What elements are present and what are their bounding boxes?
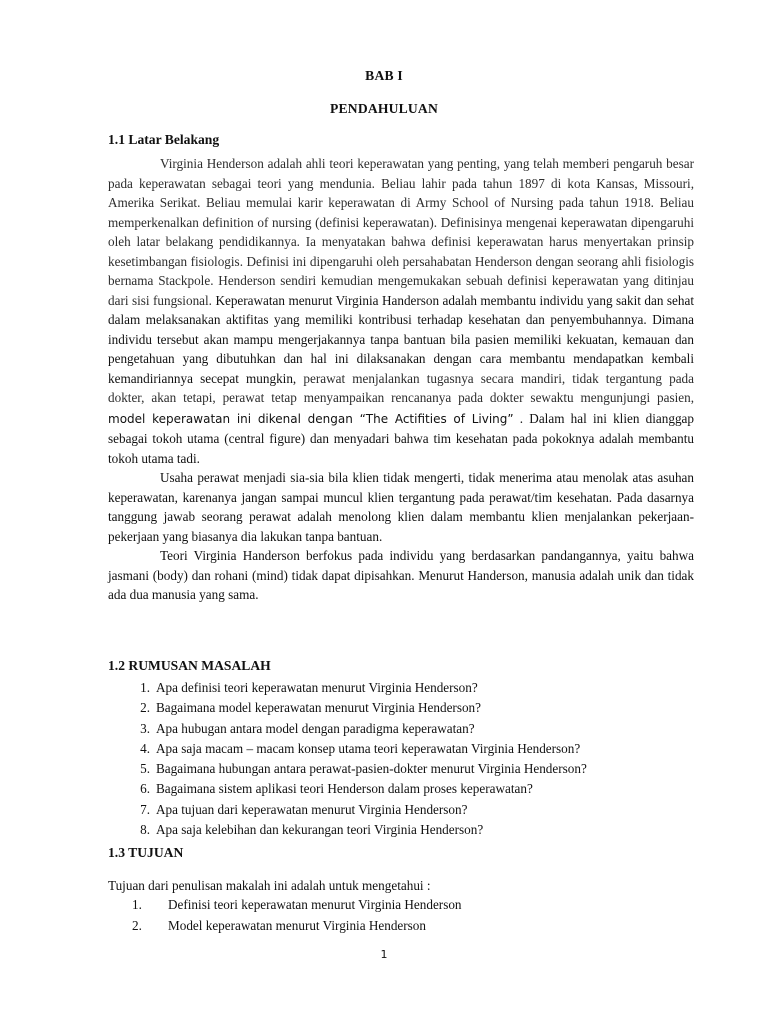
paragraph: Teori Virginia Handerson berfokus pada individu yang berdasarkan pandangannya, yaitu bahwa jasmani (body) dan rohani (mind) tidak dapat dipisahkan. Menurut Handerson, manusia adalah unik dan tidak ada dua manusia yang sama. — [108, 548, 694, 602]
list-item — [108, 678, 708, 698]
paragraph: Usaha perawat menjadi sia-sia bila klien tidak mengerti, tidak menerima atau menolak atas asuhan keperawatan, karenanya jangan sampai muncul klien tergantung pada perawat/tim kesehatan. Pada dasarnya tanggung jawab seorang perawat adalah menolong klien dalam membantu klien menjalankan pekerjaan-pekerjaan yang biasanya dia lakukan tanpa bantuan. — [108, 470, 694, 544]
section-heading-tujuan: 1.3 TUJUAN — [108, 845, 184, 860]
list-text: Apa hubugan antara model dengan paradigma keperawatan? — [156, 720, 475, 736]
list-text: Bagaimana sistem aplikasi teori Henderson dalam proses keperawatan? — [156, 781, 533, 797]
list-number: 6. — [140, 781, 150, 797]
list-number: 1. — [140, 680, 150, 695]
list-item — [108, 779, 708, 799]
list-item — [108, 800, 708, 820]
list-item — [108, 698, 708, 718]
list-item — [108, 820, 708, 840]
list-item — [108, 759, 708, 779]
list-number: 2. — [132, 917, 142, 933]
list-text: Apa tujuan dari keperawatan menurut Virginia Henderson? — [156, 801, 468, 817]
list-number: 2. — [140, 700, 150, 716]
paragraph-segment: . Dalam hal ini klien dianggap sebagai tokoh utama (central figure) dan menyadari bahwa tim kesehatan pada pokoknya adalah membantu tokoh utama tadi. — [108, 410, 694, 466]
list-text: Bagaimana hubungan antara perawat-pasien-dokter menurut Virginia Henderson? — [156, 761, 587, 777]
page-number: 1 — [380, 948, 388, 961]
list-number: 4. — [140, 740, 150, 756]
section-heading-rumusan-masalah: 1.2 RUMUSAN MASALAH — [108, 658, 271, 673]
list-text: Bagaimana model keperawatan menurut Virginia Henderson? — [156, 700, 481, 716]
list-item — [108, 916, 708, 937]
list-number: 5. — [140, 761, 150, 777]
list-item — [108, 739, 708, 759]
paragraph-segment: perawat menjalankan tugasnya secara mandiri, tidak tergantung pada dokter, akan tetapi, perawat tetap menyampaikan rencananya pada dokter sewaktu mengunjungi pasien, — [108, 370, 695, 405]
list-number: 7. — [140, 801, 150, 817]
paragraph-segment: Keperawatan menurut Virginia Handerson adalah membantu individu yang sakit dan sehat dalam melaksanakan aktifitas yang memiliki kontribusi terhadap kesehatan dan penyembuhannya. Dimana individu tersebut akan mampu mengerjakannya tanpa bantuan bila pasien memiliki kekuatan, kemauan dan pengetahuan yang dibutuhkan dan hal ini dilaksanakan dengan cara membantu mendapatkan kembali kemandiriannya secepat mungkin, — [108, 292, 694, 386]
chapter-label: BAB I — [365, 68, 403, 83]
paragraph-segment: Virginia Henderson adalah ahli teori keperawatan yang penting, yang telah memberi pengaruh besar pada keperawatan sebagai teori yang mendunia. Beliau lahir pada tahun 1897 di kota Kansas, Missouri, Amerika Serikat. Beliau memulai karir keperawatan di Army School of Nursing pada tahun 1918. Beliau memperkenalkan definition of nursing (definisi keperawatan). Definisinya mengenai keperawatan dipengaruhi oleh latar belakang pendidikannya. Ia menyatakan bahwa definisi keperawatan harus menyertakan prinsip kesetimbangan fisiologis. Definisi ini dipengaruhi oleh persahabatan Henderson dengan seorang ahli fisiologis bernama Stackpole. Henderson sendiri kemudian mengemukakan sebuah definisi keperawatan yang ditinjau dari sisi fungsional. — [108, 156, 694, 308]
list-text: Apa definisi teori keperawatan menurut Virginia Henderson? — [156, 680, 478, 695]
goal-list — [108, 895, 708, 936]
list-text: Definisi teori keperawatan menurut Virginia Henderson — [168, 897, 462, 912]
list-item — [108, 895, 708, 916]
section-heading-latar-belakang: 1.1 Latar Belakang — [108, 132, 220, 147]
list-text: Model keperawatan menurut Virginia Henderson — [168, 917, 426, 933]
list-number: 8. — [140, 822, 150, 838]
list-item — [108, 719, 708, 739]
tujuan-intro: Tujuan dari penulisan makalah ini adalah untuk mengetahui : — [108, 878, 431, 893]
list-text: Apa saja macam – macam konsep utama teori keperawatan Virginia Henderson? — [156, 740, 581, 756]
list-number: 3. — [140, 720, 150, 736]
background-text — [108, 154, 694, 605]
paragraph — [108, 154, 694, 468]
chapter-title: PENDAHULUAN — [330, 101, 438, 116]
list-text: Apa saja kelebihan dan kekurangan teori Virginia Henderson? — [156, 822, 484, 838]
paragraph-segment: model keperawatan ini dikenal dengan “The Actifities of Living” — [108, 411, 514, 426]
list-number: 1. — [132, 897, 142, 912]
problem-list — [108, 678, 708, 840]
